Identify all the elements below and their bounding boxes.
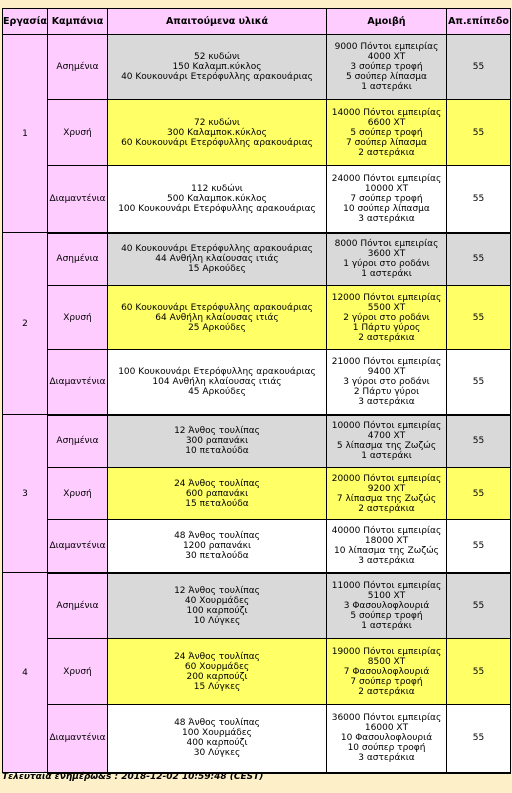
table-row: [3, 233, 511, 286]
materials-cell: [108, 705, 327, 773]
header-reward: Αμοιβή: [327, 9, 447, 35]
material-line: 150 Καλαμπ.κύκλος: [172, 62, 262, 72]
table-row: [3, 468, 511, 520]
material-line: 44 Ανθήλη κλαίουσας ιτιάς: [155, 254, 279, 265]
campaign-cell: Διαμαντένια: [48, 705, 108, 773]
reward-line: 3 αστεράκια: [358, 555, 415, 566]
reward-line: 10000 ΧΤ: [364, 183, 409, 194]
material-line: 45 Αρκούδες: [188, 386, 246, 397]
reward-line: 8000 Πόντοι εμπειρίας: [334, 239, 439, 250]
materials-cell: [108, 350, 327, 415]
reward-line: 3 σούπερ τροφή: [350, 62, 423, 72]
material-line: 12 Άνθος τουλίπας: [174, 426, 260, 437]
material-line: 100 καρπούζι: [186, 605, 248, 616]
campaign-cell: Ασημένια: [48, 35, 108, 100]
reward-line: 8500 ΧΤ: [367, 656, 406, 667]
material-line: 24 Άνθος τουλίπας: [174, 478, 260, 489]
reward-line: 7 σούπερ τροφή: [350, 676, 423, 687]
quest-table-body: [3, 35, 511, 773]
reward-line: 7 Φασουλοφλουριά: [343, 666, 430, 677]
reward-cell: [327, 705, 447, 773]
materials-cell: [108, 166, 327, 233]
reward-line: 3 γύροι στο ροδάνι: [343, 376, 430, 387]
material-line: 10 Λύγκες: [193, 615, 241, 626]
reward-line: 10000 Πόντοι εμπειρίας: [331, 421, 442, 432]
reward-line: 21000 Πόντοι εμπειρίας: [331, 356, 442, 367]
material-line: 104 Ανθήλη κλαίουσας ιτιάς: [152, 376, 282, 387]
reward-line: 9200 ΧΤ: [367, 483, 406, 494]
reward-line: 3 Φασουλοφλουριά: [343, 600, 430, 611]
reward-line: 2 γύροι στο ροδάνι: [343, 312, 430, 323]
material-line: 600 ραπανάκι: [185, 488, 249, 499]
reward-line: 19000 Πόντοι εμπειρίας: [331, 646, 442, 657]
reward-line: 1 γύροι στο ροδάνι: [343, 259, 430, 270]
quest-table: [2, 8, 511, 774]
material-line: 15 Λύγκες: [193, 681, 241, 692]
reward-line: 20000 Πόντοι εμπειρίας: [331, 473, 442, 484]
material-line: 52 κυδώνι: [194, 52, 240, 62]
material-line: 48 Άνθος τουλίπας: [174, 718, 260, 729]
material-line: 64 Ανθήλη κλαίουσας ιτιάς: [155, 312, 279, 323]
level-cell: 55: [447, 350, 511, 415]
material-line: 500 Καλαμποκ.κύκλος: [167, 193, 267, 204]
materials-cell: [108, 100, 327, 166]
level-cell: 55: [447, 520, 511, 573]
campaign-cell: Διαμαντένια: [48, 166, 108, 233]
material-line: 72 κυδώνι: [194, 117, 240, 128]
level-cell: 55: [447, 233, 511, 286]
campaign-cell: Χρυσή: [48, 100, 108, 166]
material-line: 60 Κουκουνάρι Ετερόφυλλης αρακουάριας: [121, 302, 313, 313]
reward-line: 5 σούπερ τροφή: [350, 610, 423, 621]
reward-line: 2 αστεράκια: [358, 503, 415, 514]
header-materials: Απαιτούμενα υλικά: [108, 9, 327, 35]
materials-cell: [108, 233, 327, 286]
last-updated: [2, 772, 263, 782]
level-cell: 55: [447, 100, 511, 166]
table-row: [3, 705, 511, 773]
material-line: 60 Κουκουνάρι Ετερόφυλλης αρακουάριας: [121, 137, 313, 148]
reward-line: 14000 Πόντοι εμπειρίας: [331, 107, 442, 118]
campaign-cell: Χρυσή: [48, 468, 108, 520]
reward-line: 1 αστεράκι: [361, 451, 412, 462]
reward-cell: [327, 573, 447, 639]
level-cell: 55: [447, 415, 511, 468]
header-row: [3, 9, 511, 35]
reward-line: 4000 ΧΤ: [367, 52, 406, 62]
material-line: 100 Κουκουνάρι Ετερόφυλλης αρακουάριας: [118, 366, 316, 377]
reward-line: 1 Πάρτυ γύρος: [352, 322, 421, 333]
reward-line: 3600 ΧΤ: [367, 249, 406, 260]
reward-line: 7 λίπασμα της Ζωζώς: [336, 493, 437, 504]
reward-cell: [327, 100, 447, 166]
task-number: 4: [3, 573, 48, 773]
material-line: 40 Κουκουνάρι Ετερόφυλλης αρακουάριας: [121, 72, 313, 82]
reward-line: 40000 Πόντοι εμπειρίας: [331, 525, 442, 536]
reward-cell: [327, 35, 447, 100]
materials-cell: [108, 520, 327, 573]
campaign-cell: Διαμαντένια: [48, 350, 108, 415]
reward-line: 2 αστεράκια: [358, 686, 415, 697]
reward-cell: [327, 468, 447, 520]
reward-line: 2 Πάρτυ γύροι: [353, 386, 420, 397]
reward-line: 5500 ΧΤ: [367, 302, 406, 313]
last-updated-text: Τελευταία ενημέρω&s : 2018-12-02 10:59:48 (CEST): [2, 772, 264, 782]
reward-line: 5100 ΧΤ: [367, 590, 406, 601]
material-line: 25 Αρκούδες: [188, 322, 246, 333]
material-line: 100 Κουκουνάρι Ετερόφυλλης αρακουάριας: [118, 203, 316, 214]
table-row: [3, 639, 511, 705]
reward-cell: [327, 415, 447, 468]
campaign-cell: Ασημένια: [48, 573, 108, 639]
level-cell: 55: [447, 573, 511, 639]
reward-line: 9400 ΧΤ: [367, 366, 406, 377]
reward-line: 1 αστεράκι: [361, 269, 412, 280]
materials-cell: [108, 415, 327, 468]
material-line: 112 κυδώνι: [191, 183, 243, 194]
reward-line: 10 λίπασμα της Ζωζώς: [334, 545, 439, 556]
reward-line: 7 σούπερ τροφή: [350, 193, 423, 204]
reward-line: 4700 ΧΤ: [367, 431, 406, 442]
material-line: 300 ραπανάκι: [185, 436, 249, 447]
level-cell: 55: [447, 705, 511, 773]
reward-line: 5 λίπασμα της Ζωζώς: [336, 441, 437, 452]
reward-line: 12000 Πόντοι εμπειρίας: [331, 292, 442, 303]
table-row: [3, 100, 511, 166]
reward-cell: [327, 639, 447, 705]
material-line: 40 Χουρμάδες: [184, 595, 250, 606]
level-cell: 55: [447, 639, 511, 705]
reward-line: 3 αστεράκια: [358, 213, 415, 224]
material-line: 12 Άνθος τουλίπας: [174, 585, 260, 596]
table-row: [3, 286, 511, 350]
level-cell: 55: [447, 35, 511, 100]
reward-line: 9000 Πόντοι εμπειρίας: [334, 42, 439, 52]
table-row: [3, 35, 511, 100]
reward-line: 6600 ΧΤ: [367, 117, 406, 128]
campaign-cell: Διαμαντένια: [48, 520, 108, 573]
reward-cell: [327, 166, 447, 233]
table-row: [3, 415, 511, 468]
reward-line: 10 σούπερ λίπασμα: [343, 203, 430, 214]
material-line: 48 Άνθος τουλίπας: [174, 530, 260, 541]
material-line: 30 πεταλούδα: [185, 550, 249, 561]
reward-line: 10 σούπερ τροφή: [347, 743, 426, 754]
reward-line: 7 σούπερ λίπασμα: [346, 137, 427, 148]
task-number: 2: [3, 233, 48, 415]
reward-line: 5 σούπερ τροφή: [350, 127, 423, 138]
material-line: 60 Χουρμάδες: [184, 661, 250, 672]
reward-line: 10 Φασουλοφλουριά: [340, 733, 433, 744]
materials-cell: [108, 573, 327, 639]
material-line: 15 πεταλούδα: [185, 498, 249, 509]
campaign-cell: Ασημένια: [48, 415, 108, 468]
materials-cell: [108, 286, 327, 350]
table-row: [3, 350, 511, 415]
reward-line: 16000 ΧΤ: [364, 723, 409, 734]
level-cell: 55: [447, 286, 511, 350]
campaign-cell: Ασημένια: [48, 233, 108, 286]
campaign-cell: Χρυσή: [48, 639, 108, 705]
reward-cell: [327, 520, 447, 573]
table-row: [3, 520, 511, 573]
reward-cell: [327, 350, 447, 415]
reward-line: 18000 ΧΤ: [364, 535, 409, 546]
reward-cell: [327, 233, 447, 286]
table-row: [3, 573, 511, 639]
reward-line: 3 αστεράκια: [358, 396, 415, 407]
level-cell: 55: [447, 166, 511, 233]
task-number: 1: [3, 35, 48, 233]
header-task: Εργασία: [3, 9, 48, 35]
material-line: 40 Κουκουνάρι Ετερόφυλλης αρακουάριας: [121, 244, 313, 255]
reward-line: 2 αστεράκια: [358, 147, 415, 158]
reward-line: 36000 Πόντοι εμπειρίας: [331, 713, 442, 724]
material-line: 300 Καλαμποκ.κύκλος: [167, 127, 267, 138]
materials-cell: [108, 35, 327, 100]
reward-line: 3 αστεράκια: [358, 753, 415, 764]
reward-cell: [327, 286, 447, 350]
material-line: 400 καρπούζι: [186, 738, 248, 749]
table-row: [3, 166, 511, 233]
material-line: 100 Χουρμάδες: [182, 728, 252, 739]
task-number: 3: [3, 415, 48, 573]
campaign-cell: Χρυσή: [48, 286, 108, 350]
material-line: 30 Λύγκες: [193, 748, 241, 759]
materials-cell: [108, 639, 327, 705]
level-cell: 55: [447, 468, 511, 520]
header-campaign: Καμπάνια: [48, 9, 108, 35]
header-level: Απ.επίπεδο: [447, 9, 511, 35]
materials-cell: [108, 468, 327, 520]
material-line: 15 Αρκούδες: [188, 264, 246, 275]
material-line: 1200 ραπανάκι: [182, 540, 252, 551]
reward-line: 1 αστεράκι: [361, 82, 412, 92]
reward-line: 24000 Πόντοι εμπειρίας: [331, 173, 442, 184]
reward-line: 11000 Πόντοι εμπειρίας: [331, 580, 442, 591]
reward-line: 5 σούπερ λίπασμα: [346, 72, 427, 82]
reward-line: 2 αστεράκια: [358, 332, 415, 343]
material-line: 200 καρπούζι: [186, 671, 248, 682]
material-line: 24 Άνθος τουλίπας: [174, 651, 260, 662]
material-line: 10 πεταλούδα: [185, 446, 249, 457]
reward-line: 1 αστεράκι: [361, 620, 412, 631]
